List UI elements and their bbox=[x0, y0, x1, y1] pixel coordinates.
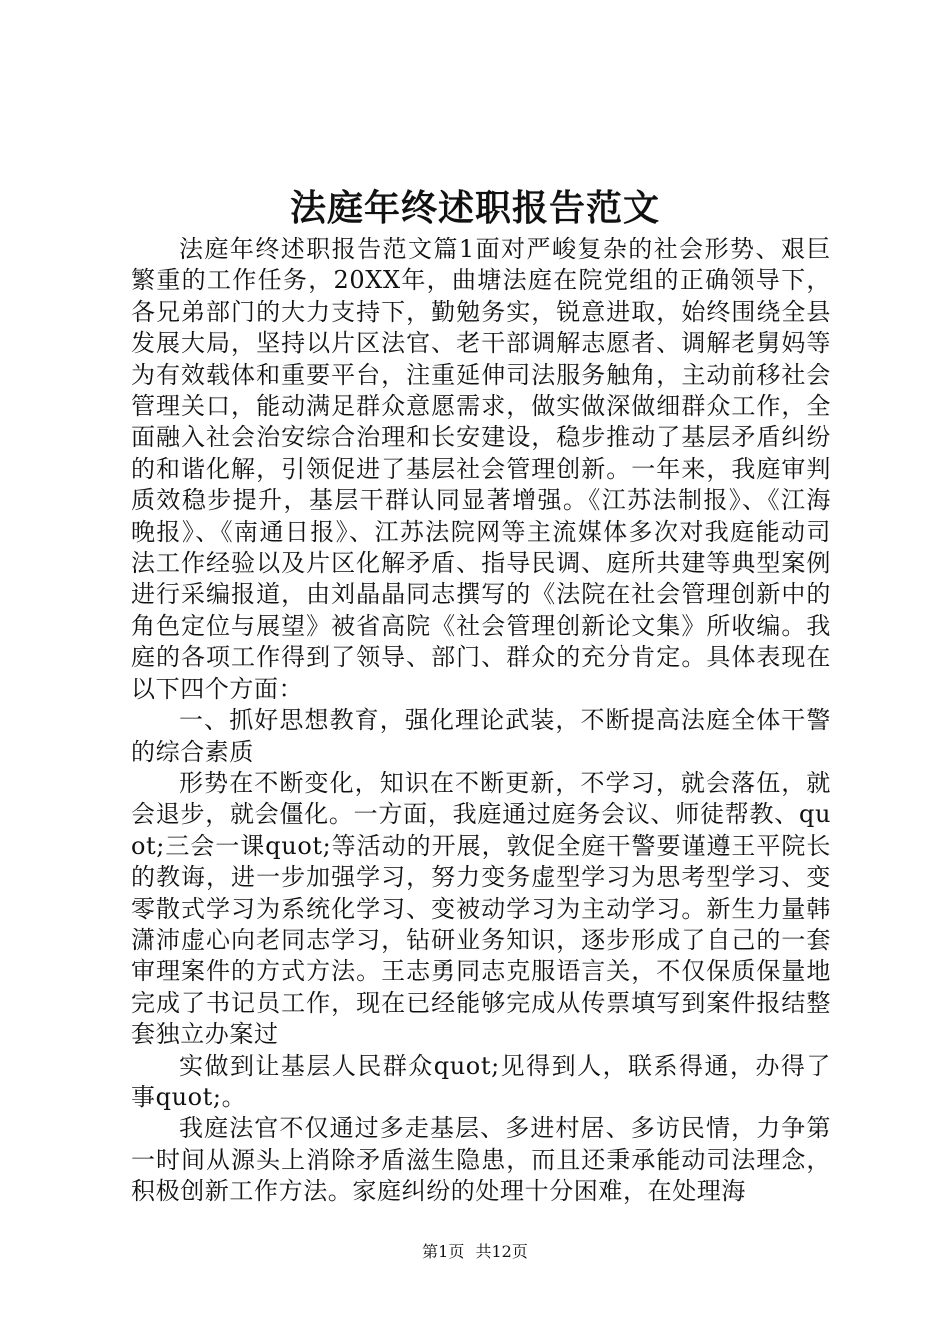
document-title: 法庭年终述职报告范文 bbox=[289, 187, 660, 229]
page-footer bbox=[0, 1241, 950, 1263]
paragraph-grassroots: 实做到让基层人民群众quot;见得到人，联系得通，办得了事quot;。 bbox=[131, 1051, 831, 1111]
page-total: 共12页 bbox=[475, 1242, 528, 1261]
document-body bbox=[131, 234, 831, 1208]
paragraph-section-heading-1: 一、抓好思想教育，强化理论武装，不断提高法庭全体干警的综合素质 bbox=[131, 706, 831, 766]
page-number: 第1页 bbox=[422, 1242, 465, 1261]
paragraph-study: 形势在不断变化，知识在不断更新，不学习，就会落伍，就会退步，就会僵化。一方面，我庭通过庭务会议、师徒帮教、quot;三会一课quot;等活动的开展，敦促全庭干警要谨遵王平院长的教诲，进一步加强学习，努力变务虚型学习为思考型学习、变零散式学习为系统化学习、变被动学习为主动学习。新生力量韩潇沛虚心向老同志学习，钻研业务知识，逐步形成了自己的一套审理案件的方式方法。王志勇同志克服语言关，不仅保质保量地完成了书记员工作，现在已经能够完成从传票填写到案件报结整套独立办案过 bbox=[131, 768, 831, 1049]
paragraph-judges: 我庭法官不仅通过多走基层、多进村居、多访民情，力争第一时间从源头上消除矛盾滋生隐患，而且还秉承能动司法理念，积极创新工作方法。家庭纠纷的处理十分困难，在处理海 bbox=[131, 1114, 831, 1206]
paragraph-intro: 法庭年终述职报告范文篇1面对严峻复杂的社会形势、艰巨繁重的工作任务，20XX年，曲塘法庭在院党组的正确领导下，各兄弟部门的大力支持下，勤勉务实，锐意进取，始终围绕全县发展大局，坚持以片区法官、老干部调解志愿者、调解老舅妈等为有效载体和重要平台，注重延伸司法服务触角，主动前移社会管理关口，能动满足群众意愿需求，做实做深做细群众工作，全面融入社会治安综合治理和长安建设，稳步推动了基层矛盾纠纷的和谐化解，引领促进了基层社会管理创新。一年来，我庭审判质效稳步提升，基层干群认同显著增强。《江苏法制报》、《江海晚报》、《南通日报》、江苏法院网等主流媒体多次对我庭能动司法工作经验以及片区化解矛盾、指导民调、庭所共建等典型案例进行采编报道，由刘晶晶同志撰写的《法院在社会管理创新中的角色定位与展望》被省高院《社会管理创新论文集》所收编。我庭的各项工作得到了领导、部门、群众的充分肯定。具体表现在以下四个方面： bbox=[131, 235, 831, 703]
